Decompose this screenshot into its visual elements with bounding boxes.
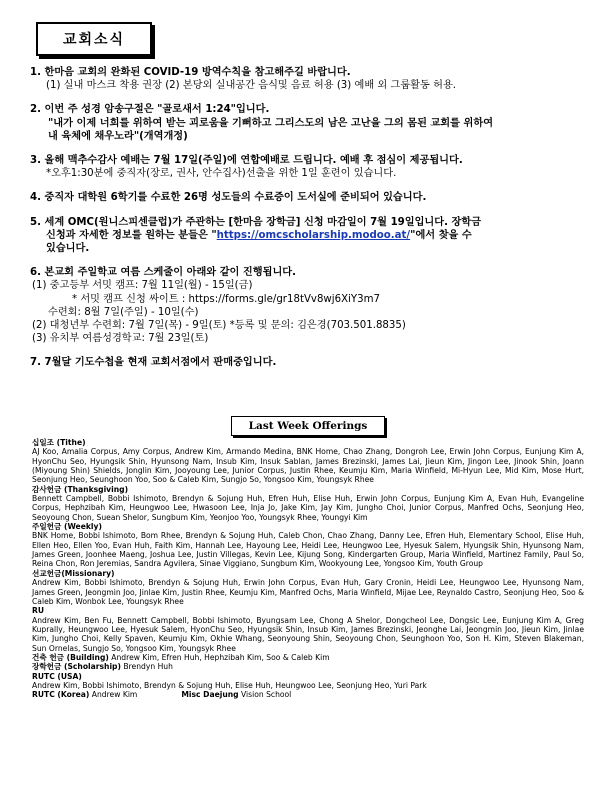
notice-line: (1) 중고등부 서밋 캠프: 7월 11일(월) - 15일(금) xyxy=(32,280,253,292)
notice-item xyxy=(30,266,590,345)
notice-line: "내가 이제 너희를 위하여 받는 괴로움을 기뻐하고 그리스도의 남은 고난을 그의 몸된 교회를 위하여 xyxy=(48,117,494,129)
notice-heading: 1. 한마음 교회의 완화된 COVID-19 방역수칙을 참고해주길 바랍니다. xyxy=(30,67,351,78)
notice-heading: 6. 본교회 주일학교 여름 스케줄이 아래와 같이 진행됩니다. xyxy=(30,267,296,279)
offering-category-name: RUTC (Korea) xyxy=(32,690,90,700)
notice-line: *오후1:30분에 중직자(장로, 권사, 안수집사)선출을 위한 1일 훈련이 있습니다. xyxy=(46,168,397,180)
offering-category xyxy=(32,569,584,606)
notice-line: (3) 유치부 여름성경학교: 7월 23일(토) xyxy=(32,333,209,345)
offering-category xyxy=(32,522,584,569)
notice-heading: 2. 이번 주 성경 암송구절은 "골로새서 1:24"입니다. xyxy=(30,104,270,116)
offering-donors: BNK Home, Bobbi Ishimoto, Bom Rhee, Brendyn & Sojung Huh, Caleb Chon, Chao Zhang, Danny Lee, Efren Huh, Elementary School, Elise Huh, Ellen Heo, Ellen Yoo, Evan Huh, Faith Kim, Hannah Lee, Hayoung Lee, Heidi Lee, Heungwoo Lee, Hyesuk Salem, Hyungsik Shin, Hyunsong Nam, James Green, Joonhee Maeng, Joshua Lee, Justin Villegas, Kevin Lee, Kijung Song, Kindergarten Group, Maria Winfield, Martinez Family, Paul So, Reina Chon, Ron Jeremias, Sandra Agvilera, Sinae Viggiano, Sungbum Kim, Wookyoung Lee, Yongsoo Kim, Youth Group xyxy=(32,531,584,569)
offering-category-name: 장학헌금 (Scholarship) xyxy=(32,662,121,672)
offering-category xyxy=(32,662,584,671)
offerings-list xyxy=(32,438,584,700)
notice-list xyxy=(30,66,590,381)
offering-category-name: 주일헌금 (Weekly) xyxy=(32,522,102,532)
offering-donors: Brendyn Huh xyxy=(123,662,173,672)
offerings-title: Last Week Offerings xyxy=(231,416,385,436)
offering-category xyxy=(32,690,584,699)
offering-category-name: 건축 헌금 (Building) xyxy=(32,652,109,662)
notice-heading: 7. 7월달 기도수첩을 현재 교회서점에서 판매중입니다. xyxy=(30,357,277,369)
notice-heading: 5. 세계 OMC(원니스피센클럽)가 주관하는 [한마음 장학금] 신청 마감일이 7월 19일입니다. 장학금 xyxy=(30,216,482,228)
notice-item xyxy=(30,154,590,180)
offering-category xyxy=(32,438,584,485)
notice-item xyxy=(30,191,590,204)
notice-item xyxy=(30,66,590,92)
notice-line xyxy=(30,229,590,242)
notice-heading: 3. 올해 맥추수감사 예배는 7월 17일(주일)에 연합예배로 드립니다. 예배 후 점심이 제공됩니다. xyxy=(30,155,463,167)
notice-line: * 서밋 캠프 신청 싸이트 : https://forms.gle/gr18tVv8wj6XiY3m7 xyxy=(72,293,380,305)
offering-donors: Andrew Kim, Ben Fu, Bennett Campbell, Bobbi Ishimoto, Byungsam Lee, Chong A Shelor, Dongcheol Lee, Dongsic Lee, Eunjung Kim A, Greg Kuprally, Heungwoo Lee, Hyesuk Salem, HyonChu Seo, Hyungsik Shin, Insub Kim, James Brezinski, Jeonghe Lai, Jeongmin Joo, Jieun Kim, Jinlae Kim, Jungho Choi, Kelly Spaven, Keumju Kim, Okhie Whang, Seonyoung Shin, Seoyoung Chon, Seunghoon Yoo, Son H. Kim, Steven Blakeman, Sun Ornelas, Sungjo So, Yongsoo Kim, Youngsyk Rhee xyxy=(32,615,584,653)
notice-line: 수련회: 8월 7일(주일) - 10일(수) xyxy=(48,306,199,318)
offering-category-name: RU xyxy=(32,606,45,616)
offering-donors: Andrew Kim, Bobbi Ishimoto, Brendyn & Sojung Huh, Elise Huh, Heungwoo Lee, Seonjung Heo, Yuri Park xyxy=(32,680,427,690)
notice-item xyxy=(30,103,590,143)
offering-donors: Andrew Kim xyxy=(89,690,138,700)
offering-category-name: 선교헌금(Missionary) xyxy=(32,568,115,578)
notice-text: "에서 찾을 수 xyxy=(410,229,472,241)
notice-item xyxy=(30,216,590,256)
offering-category xyxy=(32,672,584,691)
notice-item xyxy=(30,356,590,369)
notice-heading: 4. 중직자 대학원 6학기를 수료한 26명 성도들의 수료증이 도서실에 준비되어 있습니다. xyxy=(30,192,427,204)
offering-category xyxy=(32,606,584,653)
offering-category-name: RUTC (USA) xyxy=(32,671,82,681)
offering-donors: Vision School xyxy=(238,690,292,700)
notice-line: 내 육체에 채우노라"(개역개정) xyxy=(48,130,188,142)
offering-donors: AJ Koo, Amalia Corpus, Amy Corpus, Andrew Kim, Armando Medina, BNK Home, Chao Zhang, Dongroh Lee, Erwin John Corpus, Eunjung Kim A, HyonChu Seo, Hyungsik Shin, Hyunsong Nam, Insub Kim, Insuk Sablan, James Brezinski, James Lai, Jieun Kim, Jingon Lee, Jinook Shin, Joann (Miyoung Shin) Shields, Jonglin Kim, Jooyoung Lee, Junior Corpus, Justin Rhee, Keumju Kim, Maria Winfield, Mi-Hyun Lee, Mid Kim, Mose Hurt, Seonjung Heo, Seunghoon Yoo, Soo & Caleb Kim, Sungjo So, Yongsoo Kim, Youngsyk Rhee xyxy=(32,447,584,485)
offering-category-name: 십일조 (Tithe) xyxy=(32,438,86,447)
scholarship-link[interactable]: https://omcscholarship.modoo.at/ xyxy=(216,229,411,241)
notice-line: (2) 대청년부 수련회: 7월 7일(목) - 9일(토) *등록 및 문의: 김은경(703.501.8835) xyxy=(32,320,406,332)
notice-line: (1) 실내 마스크 착용 권장 (2) 본당외 실내공간 음식및 음료 허용 (3) 예배 외 그룹활동 허용. xyxy=(46,80,457,92)
offering-category-name: Misc Daejung xyxy=(181,690,239,700)
offering-category xyxy=(32,653,584,662)
notice-text: 신청과 자세한 정보를 원하는 분들은 " xyxy=(46,229,217,241)
offering-donors: Andrew Kim, Efren Huh, Hephzibah Kim, Soo & Caleb Kim xyxy=(111,652,330,662)
notice-line: 있습니다. xyxy=(46,243,90,255)
offering-category-name: 감사헌금 (Thanksgiving) xyxy=(32,484,129,494)
offering-donors: Andrew Kim, Bobbi Ishimoto, Brendyn & Sojung Huh, Erwin John Corpus, Evan Huh, Gary Cronin, Heidi Lee, Heungwoo Lee, Hyunsong Nam, James Green, Jeongmin Joo, Jinlae Kim, Justin Rhee, Keumju Kim, Manfred Ochs, Maria Winfield, Mijae Lee, Reynaldo Castro, Seonjung Heo, Soo & Caleb Kim, Wonbok Lee, Youngsyk Rhee xyxy=(32,578,584,606)
offering-category xyxy=(32,485,584,522)
page-title: 교회소식 xyxy=(36,22,152,56)
offering-donors: Bennett Campbell, Bobbi Ishimoto, Brendyn & Sojung Huh, Efren Huh, Elise Huh, Erwin John Corpus, Eunjung Kim A, Evan Huh, Evangeline Corpus, Hephzibah Kim, Heungwoo Lee, Hwasoon Lee, Inja Jo, Jake Kim, Jay Kim, Jungho Choi, Junior Corpus, Manfred Ochs, Seonjung Heo, Seoyoung Chon, Suean Shelor, Sungbum Kim, Yeonjoo Yoo, Youngsyk Rhee, Youngyi Kim xyxy=(32,494,584,522)
